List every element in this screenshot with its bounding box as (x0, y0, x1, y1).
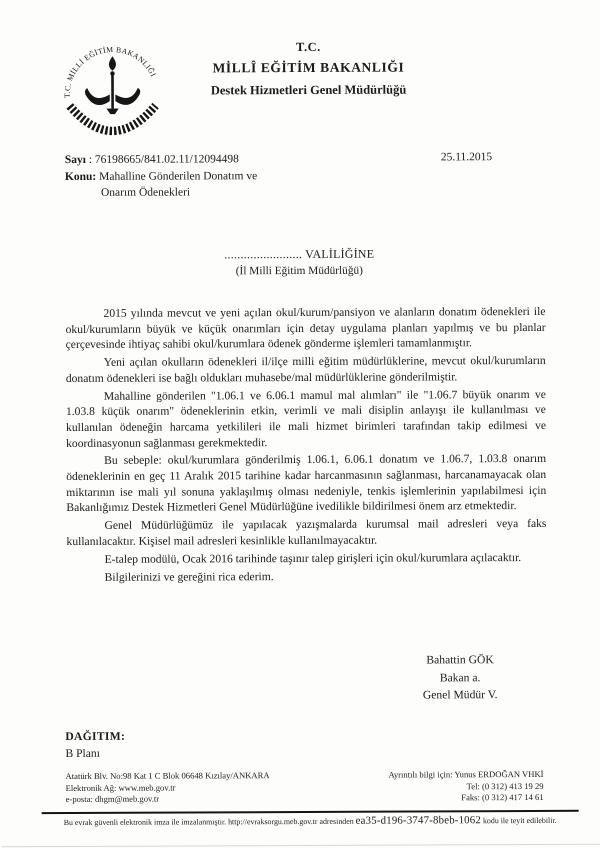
footer-left-column (66, 770, 270, 806)
footer-network: Elektronik Ağ: www.meb.gov.tr (65, 782, 176, 793)
footer-email: e-posta: dhgm@meb.gov.tr (65, 793, 160, 805)
signer-title-1: Bakan a. (439, 670, 481, 684)
paragraph-5: Genel Müdürlüğümüz ile yapılacak yazışmalarda kurumsal mail adresleri veya faks kullanılacaktır. Kişisel mail adresleri kesinlikle kullanılmayacaktır. (66, 517, 547, 548)
security-verification-line (64, 815, 574, 828)
svg-text:T.C. MİLLİ EĞİTİM BAKANLIĞI: T.C. MİLLİ EĞİTİM BAKANLIĞI (62, 44, 159, 99)
document-meta (65, 151, 258, 201)
security-suffix: kodu ile teyit edilebilir. (482, 815, 557, 826)
sayi-value: : 76198665/841.02.11/12094498 (88, 153, 239, 166)
addressee-line1: ........................ VALİLİĞİNE (224, 246, 375, 262)
security-code: ea35-d196-3747-8beb-1062 (355, 814, 482, 827)
addressee-line2: (İl Milli Eğitim Müdürlüğü) (235, 264, 363, 278)
paragraph-3: Mahalline gönderilen "1.06.1 ve 6.06.1 mamul mal alımları" ile "1.06.7 büyük onarım ve 1.03.8 küçük onarım" ödeneklerinin etkin, verimli ve mali disiplin anlayışı ile kullanılması ve kullanılan ödeneğin harcama yetkilileri ile mali hizmet birimleri tarafından takip edilmesi ve koordinasyonun sağlanması gerekmektedir. (65, 387, 547, 450)
addressee-block (59, 245, 539, 281)
konu-value-line1: Mahalline Gönderilen Donatım ve (99, 169, 258, 183)
scan-edge-artifact (2, 844, 600, 848)
security-prefix: Bu evrak güvenli elektronik imza ile imzalanmıştır. http://evraksorgu.meb.gov.tr adresinden (63, 816, 354, 828)
footer-right-column (388, 769, 543, 804)
signer-name: Bahattin GÖK (426, 653, 494, 667)
paragraph-4: Bu sebeple: okul/kurumlara gönderilmiş 1.06.1, 6.06.1 donatım ve 1.06.7, 1.03.8 onarım ödeneklerinin en geç 11 Aralık 2015 tarihine kadar harcanmasının sağlanması, harcanamayacak olan miktarının ise mali yıl sonuna yaklaşılmış olması nedeniyle, tenkis işlemlerinin yapılabilmesi için Bakanlığımız Destek Hizmetleri Genel Müdürlüğüne ivedilikle bildirilmesi önem arz etmektedir. (66, 452, 547, 515)
paragraph-2: Yeni açılan okulların ödenekleri il/ilçe milli eğitim müdürlüklerine, mevcut okul/kurumların donatım ödenekleri ise bağlı oldukları muhasebe/mal müdürlüklerine gönderilmiştir. (65, 354, 546, 385)
letterhead-ministry: MİLLÎ EĞİTİM BAKANLIĞI (212, 59, 405, 76)
letter-body (65, 304, 546, 588)
konu-value-line2: Onarım Ödenekleri (100, 186, 191, 199)
letterhead-department: Destek Hizmetleri Genel Müdürlüğü (210, 82, 407, 98)
document-date: 25.11.2015 (440, 151, 493, 164)
closing-line: Bilgilerinizi ve gereğini rica ederim. (104, 570, 274, 585)
footer-contact (66, 769, 544, 806)
paragraph-1: 2015 yılında mevcut ve yeni açılan okul/kurum/pansiyon ve alanların donatım ödenekleri ile okul/kurumların büyük ve küçük onarımları için detay uygulama planları yapılmış ve bu planlar çerçevesinde ihtiyaç sahibi okul/kurumlara ödenek gönderme işlemleri tamamlanmıştır. (65, 304, 546, 352)
distribution-label: DAĞITIM: (65, 729, 126, 744)
distribution-value: B Planı (65, 746, 100, 761)
footer-contact-person: Ayrıntılı bilgi için: Yunus ERDOĞAN VHKİ (388, 768, 544, 780)
paragraph-6: E-talep modülü, Ocak 2016 tarihinde taşınır talep girişleri için okul/kurumlara açılacaktır. (104, 550, 522, 566)
konu-label: Konu: (64, 170, 97, 183)
letterhead (58, 37, 558, 100)
signer-title-2: Genel Müdür V. (422, 688, 498, 702)
letterhead-republic: T.C. (295, 39, 321, 55)
signature-block (379, 651, 541, 704)
footer-address: Atatürk Blv. No:98 Kat 1 C Blok 06648 Kızılay/ANKARA (65, 770, 270, 782)
sayi-line (65, 151, 257, 168)
footer-fax: Faks: (0 312) 417 14 61 (461, 792, 544, 803)
konu-line (65, 168, 257, 185)
footer-tel: Tel: (0 312) 413 19 29 (466, 780, 544, 791)
distribution-block (65, 728, 125, 762)
sayi-label: Sayı (64, 153, 86, 167)
footer-divider (42, 810, 579, 815)
